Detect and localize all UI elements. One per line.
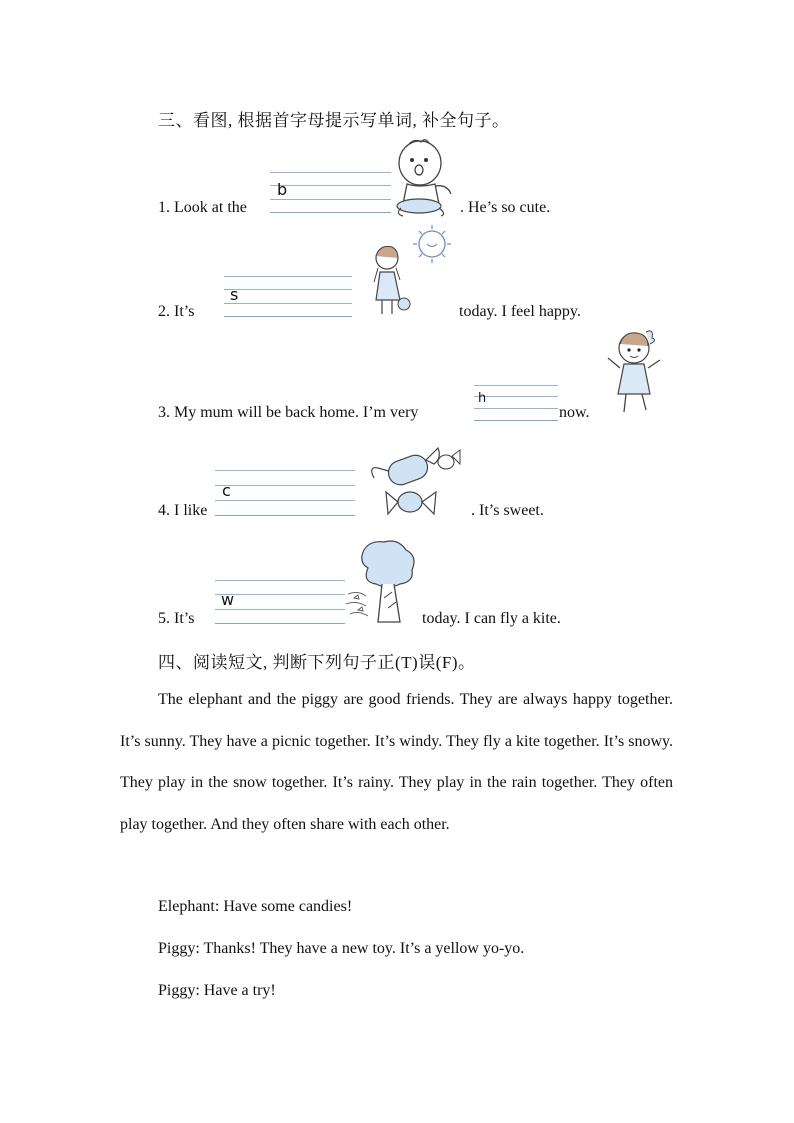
windy-tree-icon [344,538,424,624]
q2-hint-letter: s [230,285,239,304]
dialogue-line: Piggy: Thanks! They have a new toy. It’s a yellow yo-yo. [158,940,525,957]
q2-prefix: 2. It’s [158,303,195,320]
dialogue-line: Elephant: Have some candies! [158,898,353,915]
q4-writing-lines[interactable] [215,470,355,516]
q3-hint-letter: h [478,391,487,406]
girl-and-sun-icon [370,222,460,320]
q1-prefix: 1. Look at the [158,199,247,216]
q4-prefix: 4. I like [158,502,208,519]
q5-suffix: today. I can fly a kite. [422,610,561,627]
dialogue-line: Piggy: Have a try! [158,982,276,999]
passage-text: The elephant and the piggy are good friends. They are always happy together. It’s sunny. They have a picnic together. It’s windy. They fly a kite together. It’s snowy. They play in the snow together. It’s rainy. They play in the rain together. They often play together. And they often share with each other. [120,691,673,833]
q3-writing-lines[interactable] [474,385,558,421]
q5-writing-lines[interactable] [215,580,345,624]
q1-suffix: . He’s so cute. [460,199,551,216]
section-3-heading: 三、看图, 根据首字母提示写单词, 补全句子。 [158,111,510,130]
q5-hint-letter: w [221,590,235,609]
q1-writing-lines[interactable] [270,172,391,214]
q4-hint-letter: c [222,481,231,500]
q4-suffix: . It’s sweet. [471,502,544,519]
q1-hint-letter: b [277,180,288,199]
baby-icon [395,138,457,216]
happy-girl-icon [606,328,662,418]
q3-suffix: now. [559,404,590,421]
q5-prefix: 5. It’s [158,610,195,627]
q3-prefix: 3. My mum will be back home. I’m very [158,404,419,421]
q2-writing-lines[interactable] [224,276,352,318]
candies-icon [364,444,472,520]
section-4-heading: 四、阅读短文, 判断下列句子正(T)误(F)。 [158,653,476,672]
reading-passage [120,679,673,845]
q2-suffix: today. I feel happy. [459,303,581,320]
